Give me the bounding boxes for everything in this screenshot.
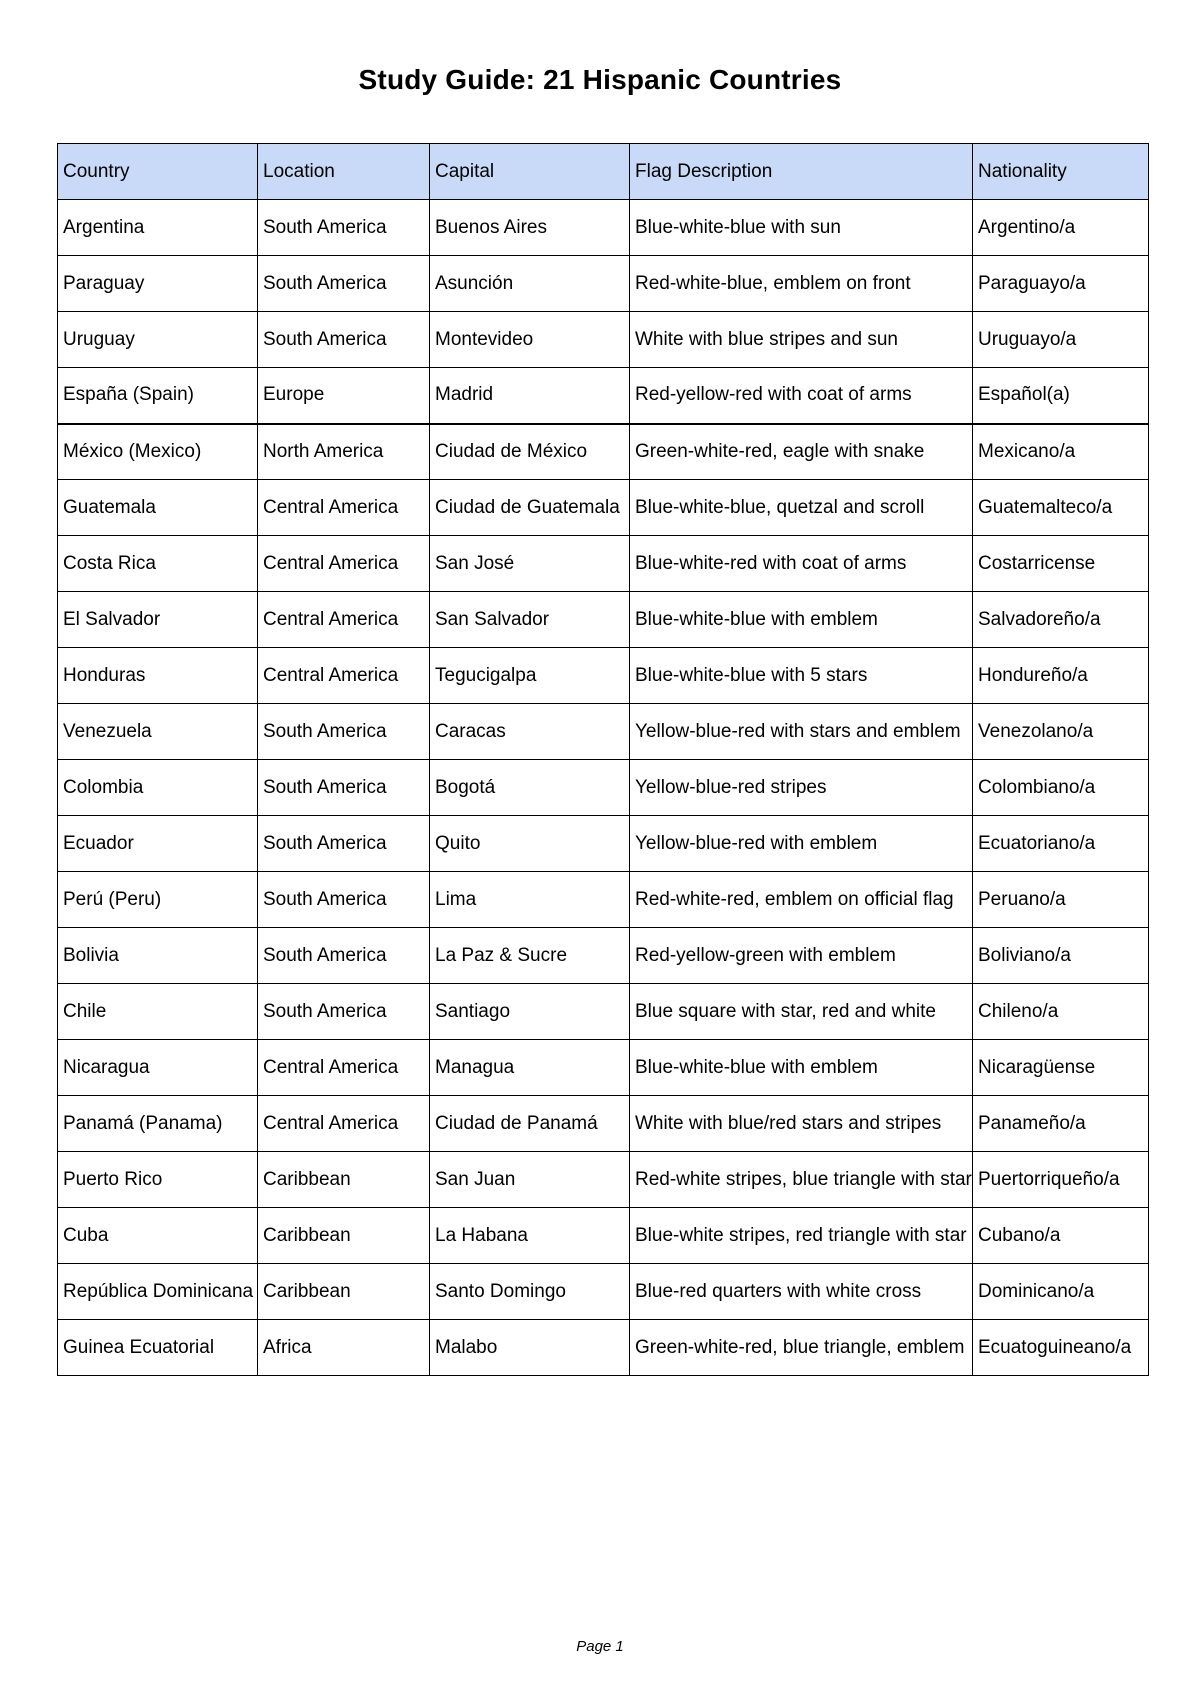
cell-country: Perú (Peru) bbox=[58, 872, 258, 928]
cell-country: México (Mexico) bbox=[58, 424, 258, 480]
cell-location: Central America bbox=[258, 1096, 430, 1152]
cell-flag-description: Blue-red quarters with white cross bbox=[630, 1264, 973, 1320]
cell-capital: Bogotá bbox=[430, 760, 630, 816]
cell-location: North America bbox=[258, 424, 430, 480]
table-row bbox=[58, 1208, 1149, 1264]
cell-country: Venezuela bbox=[58, 704, 258, 760]
cell-capital: San Salvador bbox=[430, 592, 630, 648]
cell-location: Central America bbox=[258, 592, 430, 648]
table-row bbox=[58, 424, 1149, 480]
table-row bbox=[58, 256, 1149, 312]
cell-flag-description: Red-yellow-green with emblem bbox=[630, 928, 973, 984]
cell-nationality: Ecuatoriano/a bbox=[973, 816, 1149, 872]
cell-nationality: Salvadoreño/a bbox=[973, 592, 1149, 648]
cell-nationality: Uruguayo/a bbox=[973, 312, 1149, 368]
cell-country: Ecuador bbox=[58, 816, 258, 872]
table-row bbox=[58, 1096, 1149, 1152]
cell-location: Central America bbox=[258, 1040, 430, 1096]
cell-nationality: Colombiano/a bbox=[973, 760, 1149, 816]
table-row bbox=[58, 648, 1149, 704]
cell-location: Caribbean bbox=[258, 1208, 430, 1264]
cell-capital: Malabo bbox=[430, 1320, 630, 1376]
cell-capital: Asunción bbox=[430, 256, 630, 312]
cell-country: España (Spain) bbox=[58, 368, 258, 424]
cell-country: Cuba bbox=[58, 1208, 258, 1264]
cell-country: Chile bbox=[58, 984, 258, 1040]
cell-country: Uruguay bbox=[58, 312, 258, 368]
cell-nationality: Dominicano/a bbox=[973, 1264, 1149, 1320]
column-header-nationality: Nationality bbox=[973, 144, 1149, 200]
cell-flag-description: Blue-white-blue with emblem bbox=[630, 592, 973, 648]
table-row bbox=[58, 1264, 1149, 1320]
cell-capital: Managua bbox=[430, 1040, 630, 1096]
table-row bbox=[58, 480, 1149, 536]
cell-nationality: Nicaragüense bbox=[973, 1040, 1149, 1096]
cell-nationality: Hondureño/a bbox=[973, 648, 1149, 704]
cell-capital: Caracas bbox=[430, 704, 630, 760]
table-row bbox=[58, 368, 1149, 424]
cell-capital: San Juan bbox=[430, 1152, 630, 1208]
cell-flag-description: Yellow-blue-red stripes bbox=[630, 760, 973, 816]
cell-nationality: Costarricense bbox=[973, 536, 1149, 592]
cell-nationality: Paraguayo/a bbox=[973, 256, 1149, 312]
cell-flag-description: Red-white-red, emblem on official flag bbox=[630, 872, 973, 928]
column-header-country: Country bbox=[58, 144, 258, 200]
cell-country: El Salvador bbox=[58, 592, 258, 648]
cell-flag-description: Blue square with star, red and white bbox=[630, 984, 973, 1040]
cell-capital: Quito bbox=[430, 816, 630, 872]
cell-location: South America bbox=[258, 984, 430, 1040]
cell-flag-description: Green-white-red, eagle with snake bbox=[630, 424, 973, 480]
cell-location: South America bbox=[258, 872, 430, 928]
cell-flag-description: Red-white stripes, blue triangle with star bbox=[630, 1152, 973, 1208]
cell-location: South America bbox=[258, 704, 430, 760]
table-row bbox=[58, 928, 1149, 984]
table-row bbox=[58, 1320, 1149, 1376]
cell-flag-description: Blue-white stripes, red triangle with star bbox=[630, 1208, 973, 1264]
cell-flag-description: White with blue stripes and sun bbox=[630, 312, 973, 368]
cell-country: Guatemala bbox=[58, 480, 258, 536]
cell-capital: Buenos Aires bbox=[430, 200, 630, 256]
cell-nationality: Venezolano/a bbox=[973, 704, 1149, 760]
cell-capital: Lima bbox=[430, 872, 630, 928]
table-row bbox=[58, 312, 1149, 368]
cell-flag-description: Yellow-blue-red with emblem bbox=[630, 816, 973, 872]
cell-nationality: Boliviano/a bbox=[973, 928, 1149, 984]
cell-country: Argentina bbox=[58, 200, 258, 256]
cell-country: Puerto Rico bbox=[58, 1152, 258, 1208]
table-row bbox=[58, 536, 1149, 592]
cell-nationality: Panameño/a bbox=[973, 1096, 1149, 1152]
cell-capital: Ciudad de México bbox=[430, 424, 630, 480]
cell-flag-description: Green-white-red, blue triangle, emblem bbox=[630, 1320, 973, 1376]
cell-nationality: Peruano/a bbox=[973, 872, 1149, 928]
page-title: Study Guide: 21 Hispanic Countries bbox=[358, 64, 842, 95]
cell-flag-description: White with blue/red stars and stripes bbox=[630, 1096, 973, 1152]
table-row bbox=[58, 984, 1149, 1040]
column-header-location: Location bbox=[258, 144, 430, 200]
cell-flag-description: Blue-white-red with coat of arms bbox=[630, 536, 973, 592]
cell-flag-description: Blue-white-blue with sun bbox=[630, 200, 973, 256]
table-row bbox=[58, 200, 1149, 256]
cell-flag-description: Blue-white-blue with emblem bbox=[630, 1040, 973, 1096]
cell-country: Bolivia bbox=[58, 928, 258, 984]
cell-location: South America bbox=[258, 200, 430, 256]
cell-location: Central America bbox=[258, 480, 430, 536]
table-row bbox=[58, 760, 1149, 816]
table-row bbox=[58, 592, 1149, 648]
cell-location: South America bbox=[258, 760, 430, 816]
cell-location: Central America bbox=[258, 648, 430, 704]
cell-country: Paraguay bbox=[58, 256, 258, 312]
cell-capital: Ciudad de Panamá bbox=[430, 1096, 630, 1152]
cell-capital: San José bbox=[430, 536, 630, 592]
cell-capital: La Habana bbox=[430, 1208, 630, 1264]
cell-country: Honduras bbox=[58, 648, 258, 704]
cell-flag-description: Red-white-blue, emblem on front bbox=[630, 256, 973, 312]
column-header-capital: Capital bbox=[430, 144, 630, 200]
cell-capital: Montevideo bbox=[430, 312, 630, 368]
cell-capital: Ciudad de Guatemala bbox=[430, 480, 630, 536]
cell-nationality: Puertorriqueño/a bbox=[973, 1152, 1149, 1208]
cell-location: Africa bbox=[258, 1320, 430, 1376]
cell-location: Europe bbox=[258, 368, 430, 424]
cell-location: South America bbox=[258, 256, 430, 312]
cell-location: Caribbean bbox=[258, 1264, 430, 1320]
cell-nationality: Ecuatoguineano/a bbox=[973, 1320, 1149, 1376]
cell-location: South America bbox=[258, 312, 430, 368]
cell-capital: La Paz & Sucre bbox=[430, 928, 630, 984]
cell-location: South America bbox=[258, 816, 430, 872]
cell-nationality: Chileno/a bbox=[973, 984, 1149, 1040]
cell-nationality: Mexicano/a bbox=[973, 424, 1149, 480]
cell-flag-description: Yellow-blue-red with stars and emblem bbox=[630, 704, 973, 760]
cell-country: Nicaragua bbox=[58, 1040, 258, 1096]
table-row bbox=[58, 1152, 1149, 1208]
cell-country: Guinea Ecuatorial bbox=[58, 1320, 258, 1376]
table-row bbox=[58, 1040, 1149, 1096]
column-header-flag-description: Flag Description bbox=[630, 144, 973, 200]
cell-capital: Santiago bbox=[430, 984, 630, 1040]
cell-country: Colombia bbox=[58, 760, 258, 816]
cell-nationality: Argentino/a bbox=[973, 200, 1149, 256]
cell-capital: Madrid bbox=[430, 368, 630, 424]
cell-nationality: Cubano/a bbox=[973, 1208, 1149, 1264]
cell-flag-description: Blue-white-blue, quetzal and scroll bbox=[630, 480, 973, 536]
cell-location: South America bbox=[258, 928, 430, 984]
table-row bbox=[58, 816, 1149, 872]
cell-nationality: Español(a) bbox=[973, 368, 1149, 424]
table-row bbox=[58, 872, 1149, 928]
cell-capital: Tegucigalpa bbox=[430, 648, 630, 704]
cell-country: República Dominicana bbox=[58, 1264, 258, 1320]
countries-table bbox=[57, 143, 1149, 1376]
cell-location: Central America bbox=[258, 536, 430, 592]
cell-capital: Santo Domingo bbox=[430, 1264, 630, 1320]
table-row bbox=[58, 704, 1149, 760]
cell-location: Caribbean bbox=[258, 1152, 430, 1208]
table-header-row bbox=[58, 144, 1149, 200]
page-number: Page 1 bbox=[576, 1638, 624, 1655]
cell-flag-description: Red-yellow-red with coat of arms bbox=[630, 368, 973, 424]
cell-country: Panamá (Panama) bbox=[58, 1096, 258, 1152]
cell-flag-description: Blue-white-blue with 5 stars bbox=[630, 648, 973, 704]
cell-nationality: Guatemalteco/a bbox=[973, 480, 1149, 536]
cell-country: Costa Rica bbox=[58, 536, 258, 592]
